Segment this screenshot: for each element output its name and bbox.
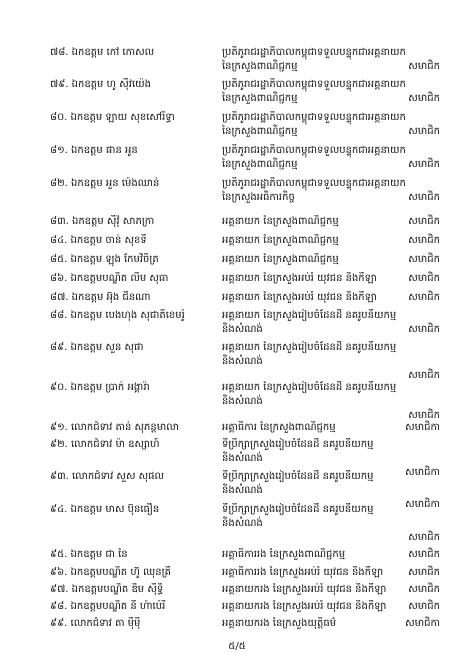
position-line: និងសំណង់ <box>222 356 263 367</box>
member-role: សមាជិក <box>408 254 440 265</box>
position-line: អគ្គាធិការរង នៃក្រសួងអប់រំ យុវជន និងកីឡា <box>222 567 384 578</box>
member-name: ៩០. ឯកឧត្តម ប្រាក់ អង្គារ៉ា <box>50 382 150 393</box>
member-name: ៨២. ឯកឧត្តម អួន ម៉េងឈាន់ <box>50 178 160 189</box>
position-line: អគ្គនាយករង នៃក្រសួងអប់រំ យុវជន និងកីឡា <box>222 584 387 595</box>
position-line: និងសំណង់ <box>222 453 263 464</box>
member-row <box>0 503 474 547</box>
position-line: អគ្គនាយក នៃក្រសួងពាណិជ្ជកម្ម <box>222 216 339 227</box>
member-role: សមាជិកា <box>405 499 440 510</box>
member-role: សមាជិក <box>408 324 440 335</box>
member-row <box>0 548 474 564</box>
position-line: និងសំណង់ <box>222 396 263 407</box>
member-name: ៩២. លោកជំទាវ ម៉ា ឧស្សាហ៍ <box>50 439 160 450</box>
member-role: សមាជិក <box>408 159 440 170</box>
member-role: សមាជិក <box>408 584 440 595</box>
position-line: ប្រតិភូរាជរដ្ឋាភិបាលកម្ពុជាទទួលបន្ទុកជាអគ្គនាយក <box>222 178 406 189</box>
member-role: សមាជិក <box>408 532 440 543</box>
member-role: សមាជិក <box>408 126 440 137</box>
position-line: អគ្គាធិការរង នៃក្រសួងពាណិជ្ជកម្ម <box>222 549 346 560</box>
position-line: នៃក្រសួងពាណិជ្ជកម្ម <box>222 126 298 137</box>
member-name: ៩៨. ឯកឧត្តមបណ្ឌិត នី ហ៉ាប៉េរី <box>50 601 166 612</box>
member-row <box>0 600 474 616</box>
member-position <box>222 470 437 498</box>
member-row <box>0 341 474 385</box>
member-name: ៩៤. ឯកឧត្តម មាស ប៊ុនធឿន <box>50 504 160 515</box>
member-row <box>0 421 474 437</box>
member-role: សមាជិកា <box>405 467 440 478</box>
position-line: អគ្គនាយករង នៃក្រសួងយុត្តិធម៌ <box>222 618 337 629</box>
member-position <box>222 438 437 466</box>
member-name: ៨៦. ឯកឧត្តមបណ្ឌិត លឹម សុធា <box>50 273 169 284</box>
position-line: និងសំណង់ <box>222 518 263 529</box>
member-role: សមាជិក <box>408 93 440 104</box>
position-line: អគ្គនាយក នៃក្រសួងរៀបចំដែនដី នគរូបនីយកម្ម <box>222 342 397 353</box>
position-line: ទីប្រឹក្សាក្រសួងរៀបចំដែនដី នគរូបនីយកម្ម <box>222 439 374 450</box>
member-name: ៩៦. ឯកឧត្តមបណ្ឌិត ហ៊ូ ឈុនគ្រី <box>50 567 171 578</box>
member-name: ៨៧. ឯកឧត្តម អ៊ុង ជីនណា <box>50 292 151 303</box>
position-line: នៃក្រសួងពាណិជ្ជកម្ម <box>222 93 298 104</box>
member-role: សមាជិក <box>408 273 440 284</box>
position-line: អគ្គនាយក នៃក្រសួងអប់រំ យុវជន និងកីឡា <box>222 292 377 303</box>
position-line: និងសំណង់ <box>222 485 263 496</box>
position-line: អគ្គនាយក នៃក្រសួងរៀបចំដែនដី នគរូបនីយកម្ម <box>222 310 397 321</box>
member-name: ៩៣. លោកជំទាវ សួស សុផល <box>50 471 165 482</box>
member-name: ៩៧. ឯកឧត្តមបណ្ឌិត ឌិម ស៊ីទ្ធិ <box>50 584 164 595</box>
member-position <box>222 341 437 369</box>
member-row <box>0 291 474 307</box>
member-row <box>0 177 474 207</box>
member-name: ៨៨. ឯកឧត្តម បេងហុង សុជាតិខេមរ៉ូ <box>50 310 185 321</box>
member-row <box>0 583 474 599</box>
member-name: ៨៤. ឯកឧត្តម ចាន់ សុខទី <box>50 235 147 246</box>
member-row <box>0 253 474 269</box>
member-position <box>222 381 437 409</box>
member-role: សមាជិក <box>408 216 440 227</box>
member-name: ៩៩. លោកជំទាវ តា ម៉ីមុី <box>50 618 141 629</box>
position-line: ទីប្រឹក្សាក្រសួងរៀបចំដែនដី នគរូបនីយកម្ម <box>222 471 374 482</box>
position-line: អគ្គាធិការ នៃក្រសួងពាណិជ្ជកម្ម <box>222 422 336 433</box>
member-position <box>222 503 437 531</box>
member-name: ៨៩. ឯកឧត្តម សួន សុផា <box>50 342 144 353</box>
member-row <box>0 111 474 141</box>
member-row <box>0 144 474 174</box>
member-role: សមាជិក <box>408 192 440 203</box>
position-line: អគ្គនាយករង នៃក្រសួងអប់រំ យុវជន និងកីឡា <box>222 601 387 612</box>
member-name: ៧៨. ឯកឧត្តម កៅ កោសល <box>50 47 155 58</box>
position-line: អគ្គនាយក នៃក្រសួងអប់រំ យុវជន និងកីឡា <box>222 273 377 284</box>
member-name: ៨១. ឯកឧត្តម ផាន អូន <box>50 145 138 156</box>
member-role: សមាជិក <box>408 235 440 246</box>
member-name: ៧៩. ឯកឧត្តម ហូ ស៊ីវយ៉េង <box>50 79 151 90</box>
member-role: សមាជិក <box>408 61 440 72</box>
member-row <box>0 566 474 582</box>
position-line: អគ្គនាយក នៃក្រសួងពាណិជ្ជកម្ម <box>222 235 339 246</box>
position-line: ទីប្រឹក្សាក្រសួងរៀបចំដែនដី នគរូបនីយកម្ម <box>222 504 374 515</box>
page-number: ៥/៥ <box>228 641 246 652</box>
member-role: សមាជិក <box>408 370 440 381</box>
member-role: សមាជិក <box>408 601 440 612</box>
member-role: សមាជិក <box>408 410 440 421</box>
member-name: ៨៣. ឯកឧត្តម ស៊ីវ៉ុ សាភក្រា <box>50 216 155 227</box>
member-row <box>0 78 474 108</box>
position-line: អគ្គនាយក នៃក្រសួងពាណិជ្ជកម្ម <box>222 254 339 265</box>
member-role: សមាជិក <box>408 549 440 560</box>
member-name: ៨៥. ឯកឧត្តម ឡុង កែមវិចិត្រ <box>50 254 159 265</box>
position-line: ប្រតិភូរាជរដ្ឋាភិបាលកម្ពុជាទទួលបន្ទុកជាអគ្គនាយក <box>222 79 406 90</box>
member-row <box>0 272 474 288</box>
position-line: នៃក្រសួងអធិការកិច្ច <box>222 192 295 203</box>
position-line: ប្រតិភូរាជរដ្ឋាភិបាលកម្ពុជាទទួលបន្ទុកជាអគ្គនាយក <box>222 47 406 58</box>
position-line: ប្រតិភូរាជរដ្ឋាភិបាលកម្ពុជាទទួលបន្ទុកជាអគ្គនាយក <box>222 145 406 156</box>
member-role: សមាជិកា <box>405 422 440 433</box>
member-name: ៨០. ឯកឧត្តម ឡាយ សុខសៅរិទ្ធា <box>50 112 175 123</box>
position-line: និងសំណង់ <box>222 324 263 335</box>
member-role: សមាជិក <box>408 292 440 303</box>
member-name: ៩១. លោកជំទាវ តាន់ សុភន្តមាលា <box>50 422 179 433</box>
member-row <box>0 617 474 633</box>
position-line: នៃក្រសួងពាណិជ្ជកម្ម <box>222 159 298 170</box>
member-row <box>0 309 474 339</box>
member-row <box>0 234 474 250</box>
member-row <box>0 215 474 231</box>
position-line: អគ្គនាយក នៃក្រសួងរៀបចំដែនដី នគរូបនីយកម្ម <box>222 382 397 393</box>
member-role: សមាជិក <box>408 567 440 578</box>
position-line: នៃក្រសួងពាណិជ្ជកម្ម <box>222 61 298 72</box>
member-role: សមាជិកា <box>405 618 440 629</box>
member-row <box>0 381 474 425</box>
member-row <box>0 46 474 76</box>
member-name: ៩៥. ឯកឧត្តម ជា នៃ <box>50 549 128 560</box>
position-line: ប្រតិភូរាជរដ្ឋាភិបាលកម្ពុជាទទួលបន្ទុកជាអគ្គនាយក <box>222 112 406 123</box>
